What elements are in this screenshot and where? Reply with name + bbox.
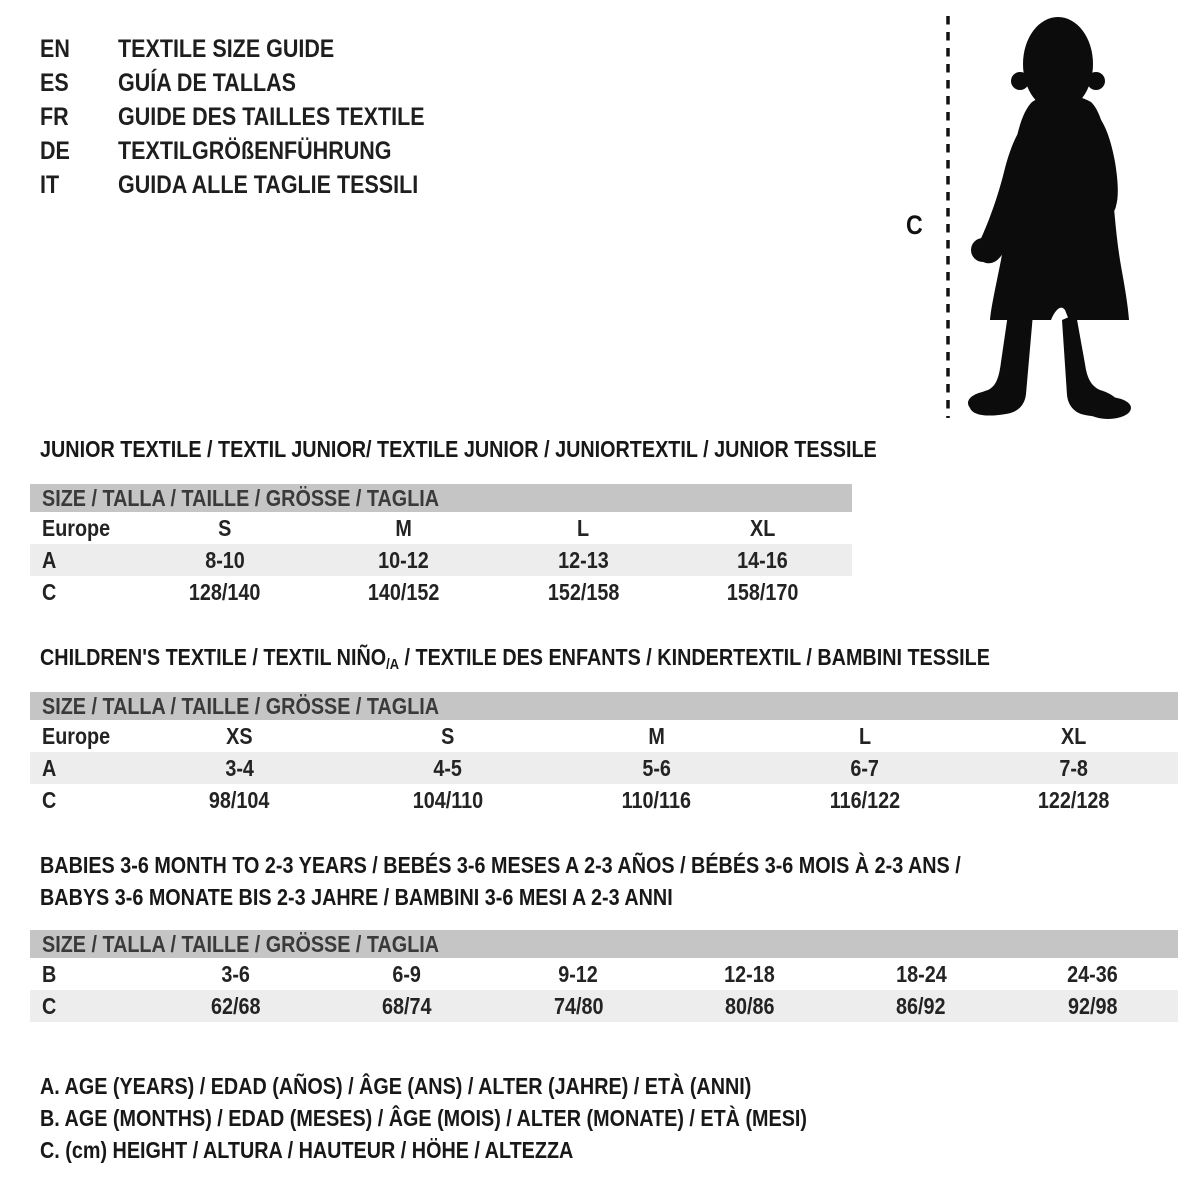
- row-label: A: [42, 754, 57, 781]
- height-cell: 98/104: [209, 786, 270, 813]
- age-cell: 4-5: [433, 754, 463, 781]
- height-cell: 140/152: [368, 578, 440, 605]
- table-row-europe: [30, 512, 852, 544]
- height-cell: 152/158: [547, 578, 619, 605]
- babies-section-title-line2: BABYS 3-6 MONATE BIS 2-3 JAHRE / BAMBINI 3-6 MESI A 2-3 ANNI: [40, 884, 673, 910]
- height-cell: 80/86: [724, 992, 775, 1019]
- size-header-band: SIZE / TALLA / TAILLE / GRÖSSE / TAGLIA: [30, 484, 852, 512]
- age-cell: 9-12: [558, 960, 599, 987]
- age-cell: 3-6: [221, 960, 250, 987]
- row-label: C: [42, 992, 57, 1019]
- size-cell: M: [648, 722, 665, 749]
- lang-row-it: [40, 168, 475, 202]
- junior-section-title: JUNIOR TEXTILE / TEXTIL JUNIOR/ TEXTILE JUNIOR / JUNIORTEXTIL / JUNIOR TESSILE: [40, 436, 877, 462]
- lang-row-es: [40, 66, 475, 100]
- size-cell: L: [577, 514, 590, 541]
- age-cell: 6-7: [850, 754, 880, 781]
- lang-code: ES: [40, 68, 69, 97]
- age-cell: 3-4: [224, 754, 254, 781]
- junior-size-table: [30, 484, 852, 608]
- height-cell: 110/116: [621, 786, 692, 813]
- size-cell: L: [859, 722, 872, 749]
- row-label: Europe: [42, 722, 111, 749]
- age-cell: 14-16: [737, 546, 788, 573]
- lang-label: TEXTILGRÖßENFÜHRUNG: [118, 136, 392, 165]
- lang-label: GUIDA ALLE TAGLIE TESSILI: [118, 170, 419, 199]
- size-cell: M: [395, 514, 413, 541]
- row-label: Europe: [42, 514, 111, 541]
- size-cell: S: [441, 722, 455, 749]
- title-subscript: /A: [386, 656, 400, 673]
- table-row-europe: [30, 720, 1178, 752]
- table-row-height: [30, 784, 1178, 816]
- legend-line-a: A. AGE (YEARS) / EDAD (AÑOS) / ÂGE (ANS) / ALTER (JAHRE) / ETÀ (ANNI): [40, 1073, 752, 1099]
- height-cell: 68/74: [382, 992, 432, 1019]
- age-cell: 7-8: [1059, 754, 1088, 781]
- children-size-table: [30, 692, 1178, 816]
- age-cell: 12-18: [724, 960, 775, 987]
- row-label: C: [42, 786, 57, 813]
- height-cell: 116/122: [829, 786, 901, 813]
- size-cell: XS: [226, 722, 253, 749]
- height-cell: 158/170: [726, 578, 799, 605]
- lang-label: GUÍA DE TALLAS: [118, 68, 296, 97]
- lang-row-de: [40, 134, 475, 168]
- size-cell: S: [218, 514, 232, 541]
- legend-line-b: B. AGE (MONTHS) / EDAD (MESES) / ÂGE (MOIS) / ALTER (MONATE) / ETÀ (MESI): [40, 1105, 807, 1131]
- language-list: [40, 32, 475, 202]
- table-row-age: [30, 752, 1178, 784]
- size-header-band: SIZE / TALLA / TAILLE / GRÖSSE / TAGLIA: [30, 692, 1178, 720]
- table-row-height: [30, 576, 852, 608]
- measure-label-c: C: [906, 210, 923, 240]
- table-row-age: [30, 544, 852, 576]
- height-cell: 86/92: [896, 992, 946, 1019]
- children-section-title: CHILDREN'S TEXTILE / TEXTIL $NIÑO_{/A}$ / TEXTILE DES ENFANTS / KINDERTEXTIL / BAMBINI TESSILE: [40, 644, 990, 673]
- row-label: B: [42, 960, 57, 987]
- size-cell: XL: [749, 514, 776, 541]
- lang-code: EN: [40, 34, 70, 63]
- age-cell: 12-13: [557, 546, 609, 573]
- table-row-age-months: [30, 958, 1178, 990]
- lang-code: IT: [40, 170, 60, 199]
- age-cell: 18-24: [895, 960, 947, 987]
- row-label: C: [42, 578, 57, 605]
- age-cell: 6-9: [392, 960, 422, 987]
- lang-row-en: [40, 32, 475, 66]
- babies-size-table: [30, 930, 1178, 1022]
- row-label: A: [42, 546, 57, 573]
- height-cell: 92/98: [1067, 992, 1118, 1019]
- table-row-height: [30, 990, 1178, 1022]
- height-cell: 122/128: [1037, 786, 1110, 813]
- lang-code: DE: [40, 136, 70, 165]
- height-cell: 62/68: [210, 992, 261, 1019]
- size-cell: XL: [1061, 722, 1087, 749]
- age-cell: 5-6: [642, 754, 671, 781]
- height-cell: 104/110: [412, 786, 484, 813]
- lang-label: GUIDE DES TAILLES TEXTILE: [118, 102, 425, 131]
- height-cell: 74/80: [553, 992, 604, 1019]
- lang-code: FR: [40, 102, 69, 131]
- size-header-band: SIZE / TALLA / TAILLE / GRÖSSE / TAGLIA: [30, 930, 1178, 958]
- age-cell: 24-36: [1067, 960, 1118, 987]
- height-cell: 128/140: [188, 578, 261, 605]
- babies-section-title-line1: BABIES 3-6 MONTH TO 2-3 YEARS / BEBÉS 3-6 MESES A 2-3 AÑOS / BÉBÉS 3-6 MOIS À 2-3 ANS /: [40, 852, 961, 878]
- age-cell: 8-10: [204, 546, 245, 573]
- age-cell: 10-12: [378, 546, 430, 573]
- lang-label: TEXTILE SIZE GUIDE: [118, 34, 335, 63]
- lang-row-fr: [40, 100, 475, 134]
- height-figure: [880, 0, 1200, 430]
- legend-line-c: C. (cm) HEIGHT / ALTURA / HAUTEUR / HÖHE / ALTEZZA: [40, 1137, 574, 1163]
- toddler-silhouette: [880, 0, 1200, 430]
